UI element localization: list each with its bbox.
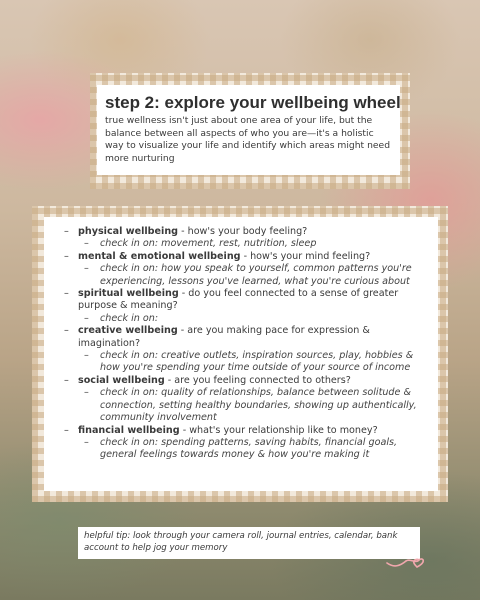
area-check-in: check in on: quality of relationships, balance between solitude & connection, setting healthy boundaries, showing up authentically, community involvement xyxy=(100,387,417,424)
wellbeing-item-mental-emotional xyxy=(64,251,430,288)
sub-bullet-dash: – xyxy=(84,387,89,399)
wellbeing-item-physical xyxy=(64,226,430,251)
wellbeing-list xyxy=(44,217,438,491)
area-question: - are you making pace for expression & imagination? xyxy=(78,325,370,349)
step-intro: true wellness isn't just about one area of your life, but the balance between all aspects of who you are—it's a holistic way to visualize your life and identify which areas might need more nurturing xyxy=(105,115,391,164)
sub-bullet-dash: – xyxy=(84,350,89,362)
area-question: - do you feel connected to a sense of greater purpose & meaning? xyxy=(78,288,399,312)
area-question: - what's your relationship like to money? xyxy=(179,424,378,436)
sub-bullet-dash: – xyxy=(84,238,89,250)
area-name: spiritual wellbeing xyxy=(78,288,179,300)
wellbeing-item-creative xyxy=(64,325,430,375)
area-check-in: check in on: xyxy=(100,312,159,324)
step-card xyxy=(97,85,400,175)
area-name: social wellbeing xyxy=(78,374,165,386)
bullet-dash: – xyxy=(64,424,69,436)
wellbeing-item-social xyxy=(64,375,430,425)
area-name: mental & emotional wellbeing xyxy=(78,250,241,262)
wellbeing-item-spiritual xyxy=(64,288,430,325)
step-title: step 2: explore your wellbeing wheel xyxy=(105,93,401,112)
sub-bullet-dash: – xyxy=(84,436,89,448)
area-question: - how's your mind feeling? xyxy=(240,250,371,262)
area-check-in: check in on: how you speak to yourself, common patterns you're experiencing, lessons you've learned, what you're curious about xyxy=(100,263,412,287)
area-name: creative wellbeing xyxy=(78,325,178,337)
area-name: physical wellbeing xyxy=(78,226,179,237)
area-question: - how's your body feeling? xyxy=(178,226,308,237)
wellbeing-list-frame xyxy=(32,206,448,502)
wellbeing-item-financial xyxy=(64,425,430,462)
sub-bullet-dash: – xyxy=(84,312,89,324)
bullet-dash: – xyxy=(64,250,69,262)
bullet-dash: – xyxy=(64,288,69,300)
area-check-in: check in on: movement, rest, nutrition, sleep xyxy=(100,238,317,250)
sub-bullet-dash: – xyxy=(84,263,89,275)
bullet-dash: – xyxy=(64,325,69,337)
helpful-tip: helpful tip: look through your camera roll, journal entries, calendar, bank account to help jog your memory xyxy=(78,527,420,559)
heart-squiggle-icon xyxy=(386,548,432,570)
bullet-dash: – xyxy=(64,226,69,237)
area-name: financial wellbeing xyxy=(78,424,180,436)
bullet-dash: – xyxy=(64,374,69,386)
area-check-in: check in on: spending patterns, saving habits, financial goals, general feelings towards money & how you're making it xyxy=(100,436,398,461)
area-question: - are you feeling connected to others? xyxy=(164,374,351,386)
area-check-in: check in on: creative outlets, inspiration sources, play, hobbies & how you're spending your time outside of your source of income xyxy=(100,350,414,374)
step-card-frame xyxy=(90,73,410,189)
